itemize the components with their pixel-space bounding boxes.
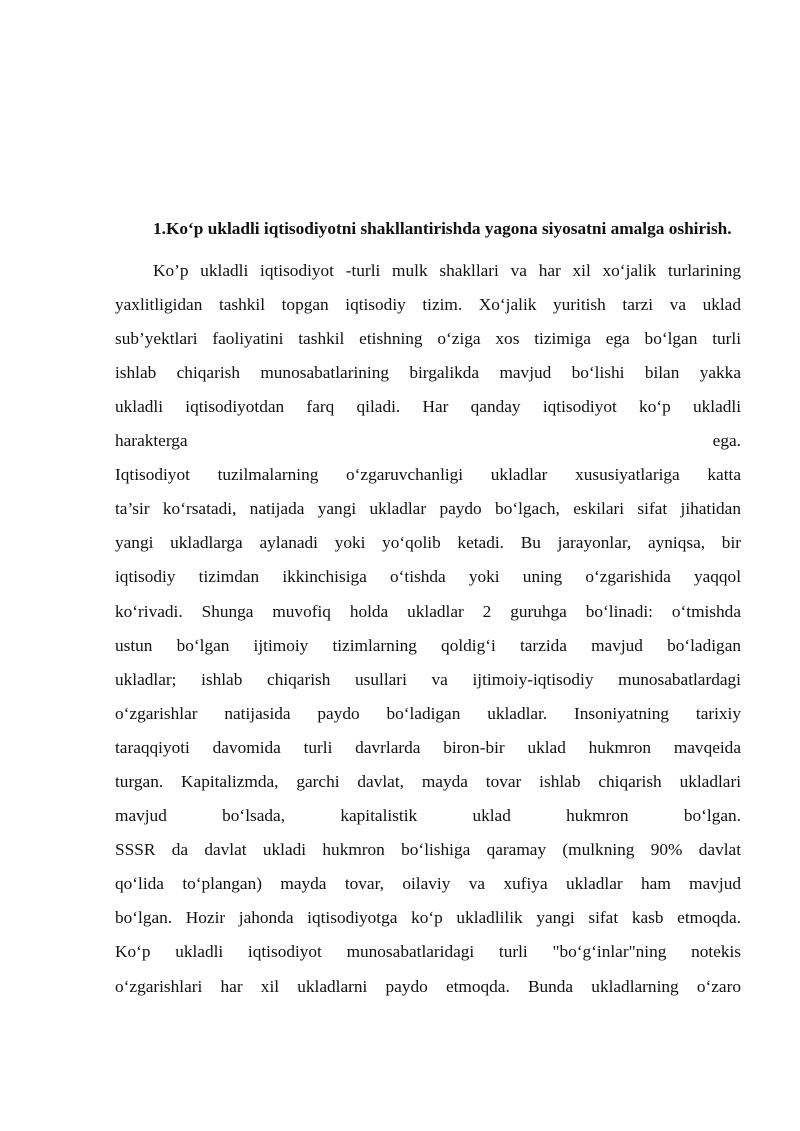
body-line: turgan. Kapitalizmda, garchi davlat, mayda tovar ishlab chiqarish ukladlari — [115, 772, 741, 791]
document-content — [115, 212, 741, 1004]
body-line: ukladli iqtisodiyotdan farq qiladi. Har qanday iqtisodiyot ko‘p ukladli — [115, 396, 741, 416]
body-line: ishlab chiqarish munosabatlarining birgalikda mavjud bo‘lishi bilan yakka — [115, 362, 741, 382]
body-line: SSSR da davlat ukladi hukmron bo‘lishiga qaramay (mulkning 90% davlat — [115, 840, 741, 860]
body-line: ustun bo‘lgan ijtimoiy tizimlarning qoldig‘i tarzida mavjud bo‘ladigan — [115, 635, 741, 655]
body-line: ko‘rivadi. Shunga muvofiq holda ukladlar 2 guruhga bo‘linadi: o‘tmishda — [115, 601, 741, 621]
body-line: iqtisodiy tizimdan ikkinchisiga o‘tishda yoki uning o‘zgarishida yaqqol — [115, 567, 741, 587]
section-heading-line-2: oshirish. — [668, 219, 732, 238]
body-line: yangi ukladlarga aylanadi yoki yo‘qolib ketadi. Bu jarayonlar, ayniqsa, bir — [115, 533, 741, 553]
body-line: o‘zgarishlari har xil ukladlarni paydo etmoqda. Bunda ukladlarning o‘zaro — [115, 976, 741, 996]
body-line: Iqtisodiyot tuzilmalarning o‘zgaruvchanligi ukladlar xususiyatlariga katta — [115, 465, 741, 485]
body-paragraph — [115, 254, 741, 1004]
body-line: bo‘lgan. Hozir jahonda iqtisodiyotga ko‘p ukladlilik yangi sifat kasb etmoqda. — [115, 908, 741, 928]
body-line: harakterga ega. — [115, 431, 741, 451]
body-line: sub’yektlari faoliyatini tashkil etishning o‘ziga xos tizimiga ega bo‘lgan turli — [115, 328, 741, 348]
body-line: mavjud bo‘lsada, kapitalistik uklad hukmron bo‘lgan. — [115, 806, 741, 826]
body-line: yaxlitligidan tashkil topgan iqtisodiy tizim. Xo‘jalik yuritish tarzi va uklad — [115, 294, 741, 314]
section-heading — [115, 212, 741, 246]
body-line: taraqqiyoti davomida turli davrlarda biron-bir uklad hukmron mavqeida — [115, 737, 741, 757]
body-line: ta’sir ko‘rsatadi, natijada yangi ukladlar paydo bo‘lgach, eskilari sifat jihatidan — [115, 499, 741, 519]
body-line: qo‘lida to‘plangan) mayda tovar, oilaviy va xufiya ukladlar ham mavjud — [115, 874, 741, 894]
body-line: o‘zgarishlar natijasida paydo bo‘ladigan ukladlar. Insoniyatning tarixiy — [115, 703, 741, 723]
section-heading-line-1: 1.Ko‘p ukladli iqtisodiyotni shakllantirishda yagona siyosatni amalga — [153, 219, 665, 238]
body-line: Ko’p ukladli iqtisodiyot -turli mulk shakllari va har xil xo‘jalik turlarining — [153, 260, 741, 280]
body-line: ukladlar; ishlab chiqarish usullari va ijtimoiy-iqtisodiy munosabatlardagi — [115, 669, 741, 689]
body-line: Ko‘p ukladli iqtisodiyot munosabatlaridagi turli "bo‘g‘inlar"ning notekis — [115, 942, 741, 962]
